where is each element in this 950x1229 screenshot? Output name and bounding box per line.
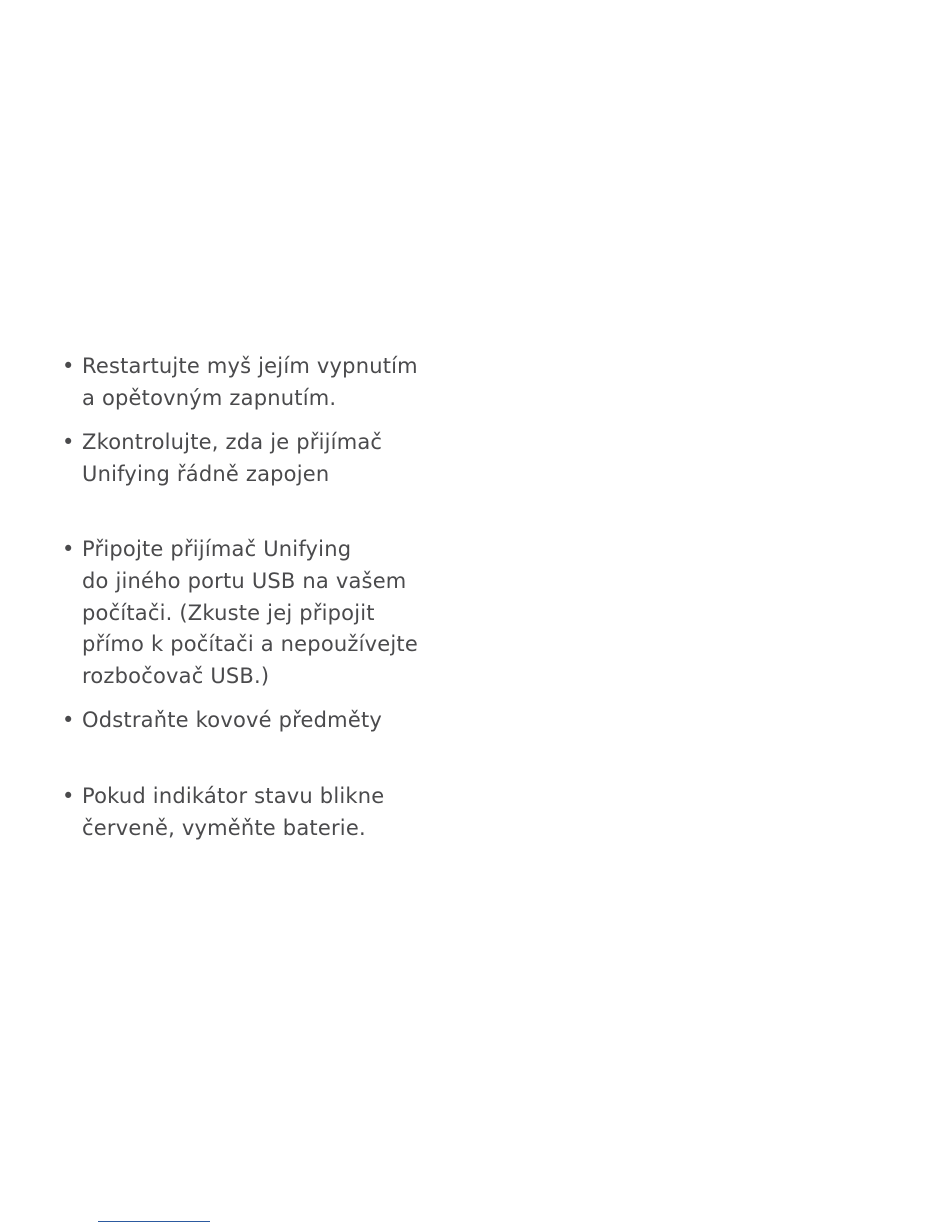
list-item-line: červeně, vyměňte baterie. [82,815,366,840]
list-item-line: Unifying řádně zapojen [82,461,330,486]
bullet-icon: • [62,708,75,733]
troubleshooting-list [62,351,482,844]
bullet-icon: • [62,783,75,808]
list-item-line: Restartujte myš jejím vypnutím [82,354,418,378]
list-item-line: a opětovným zapnutím. [82,385,337,410]
list-item [62,534,482,692]
list-item-line: Připojte přijímač Unifying [82,537,352,562]
list-item-line: přímo k počítači a nepoužívejte [82,632,418,657]
list-item-line: do jiného portu USB na vašem [82,568,407,593]
list-item-line: počítači. (Zkuste jej připojit [82,600,375,625]
bullet-icon: • [62,354,75,378]
bullet-icon: • [62,430,75,455]
list-item-line: Pokud indikátor stavu blikne [82,783,385,808]
list-item [62,705,482,737]
bullet-icon: • [62,537,75,562]
list-item [62,781,482,844]
footer-divider [98,1221,210,1222]
list-item-line: Zkontrolujte, zda je přijímač [82,430,383,455]
list-item-line: rozbočovač USB.) [82,663,270,688]
list-item-line: Odstraňte kovové předměty [82,708,383,733]
list-item [62,351,482,414]
list-item [62,427,482,490]
